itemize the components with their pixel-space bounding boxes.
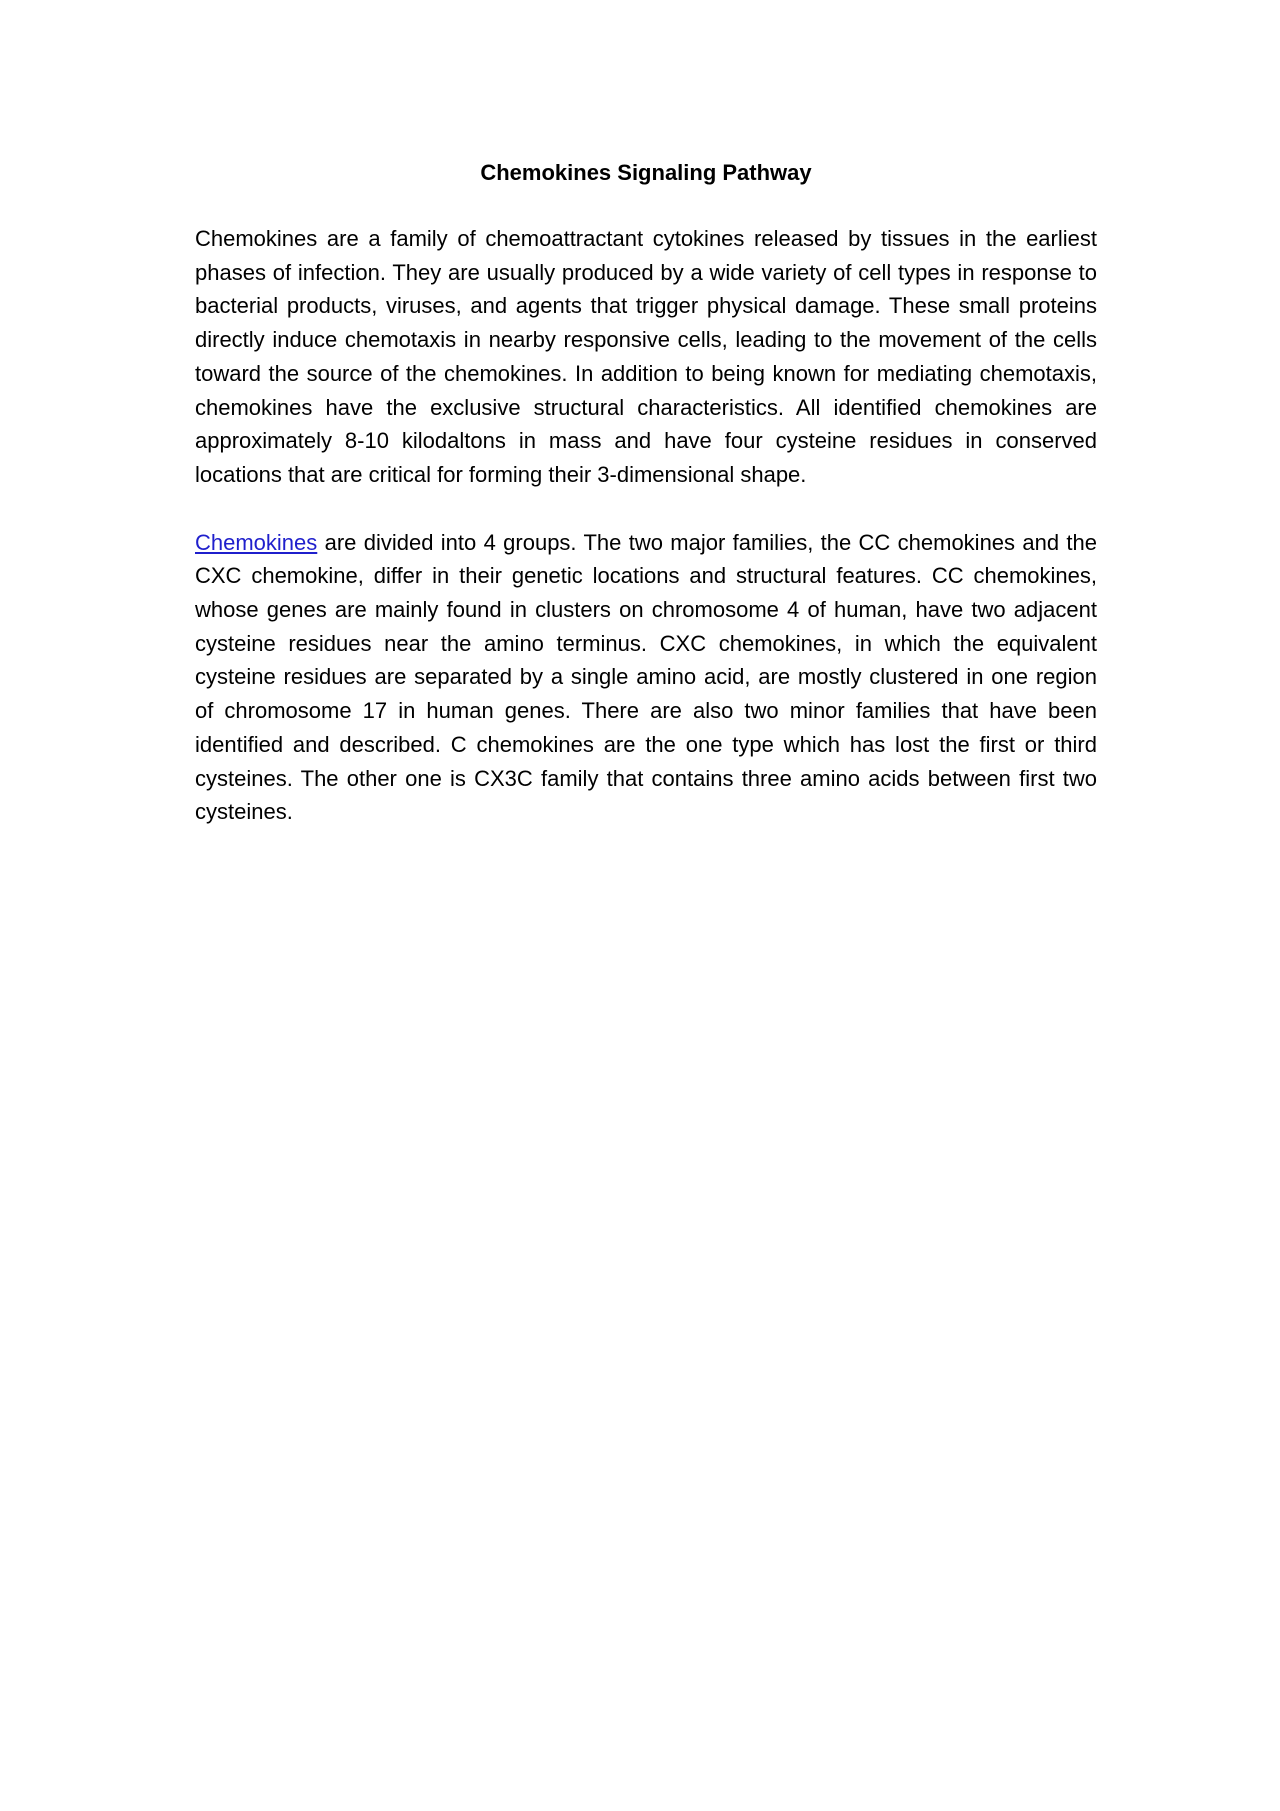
paragraph-groups bbox=[195, 526, 1097, 829]
document-content bbox=[195, 158, 1097, 863]
chemokines-link[interactable]: Chemokines bbox=[195, 529, 318, 555]
paragraph-groups-text: are divided into 4 groups. The two major families, the CC chemokines and the CXC chemokine, differ in their genetic locations and structural features. CC chemokines, whose genes are mainly found in clusters on chromosome 4 of human, have two adjacent cysteine residues near the amino terminus. CXC chemokines, in which the equivalent cysteine residues are separated by a single amino acid, are mostly clustered in one region of chromosome 17 in human genes. There are also two minor families that have been identified and described. C chemokines are the one type which has lost the first or third cysteines. The other one is CX3C family that contains three amino acids between first two cysteines. bbox=[195, 529, 1097, 825]
paragraph-intro: Chemokines are a family of chemoattractant cytokines released by tissues in the earliest phases of infection. They are usually produced by a wide variety of cell types in response to bacterial products, viruses, and agents that trigger physical damage. These small proteins directly induce chemotaxis in nearby responsive cells, leading to the movement of the cells toward the source of the chemokines. In addition to being known for mediating chemotaxis, chemokines have the exclusive structural characteristics. All identified chemokines are approximately 8-10 kilodaltons in mass and have four cysteine residues in conserved locations that are critical for forming their 3-dimensional shape. bbox=[195, 226, 1097, 487]
page-title: Chemokines Signaling Pathway bbox=[480, 160, 812, 185]
